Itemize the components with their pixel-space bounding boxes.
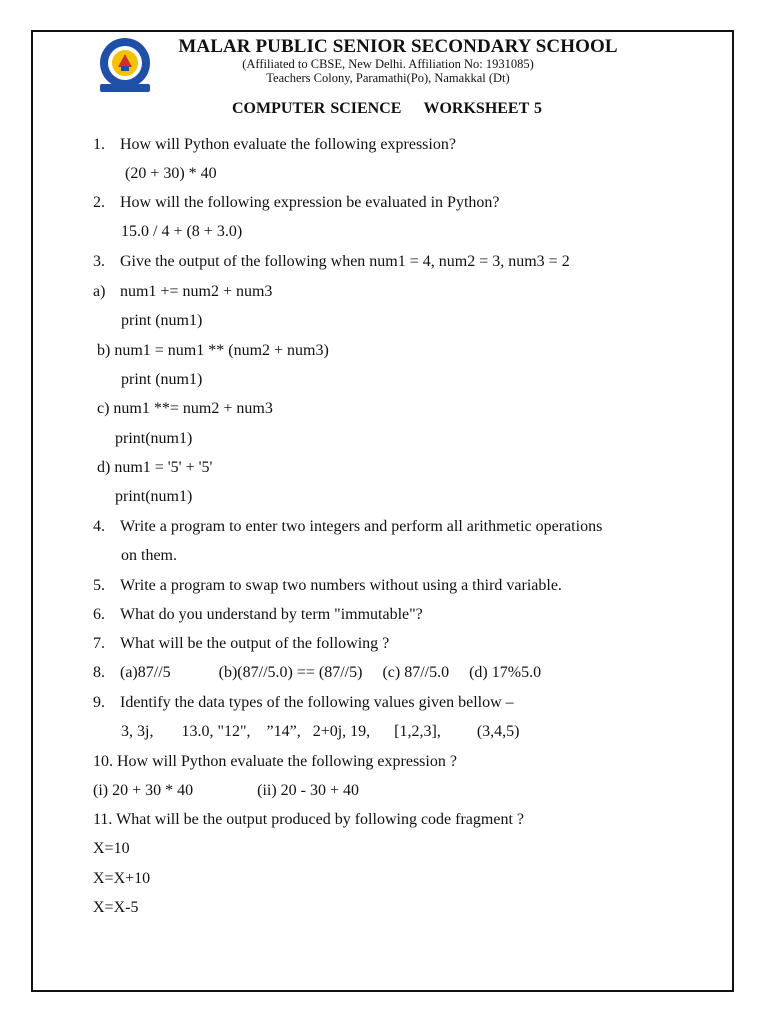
question-number: 9. xyxy=(93,694,105,711)
question-text: How will Python evaluate the following expression? xyxy=(120,136,456,153)
address-line: Teachers Colony, Paramathi(Po), Namakkal (Dt) xyxy=(266,71,510,85)
question-text: What will be the output of the following ? xyxy=(120,635,390,652)
question-text: 15.0 / 4 + (8 + 3.0) xyxy=(121,223,243,240)
question-line xyxy=(93,577,562,595)
question-text: on them. xyxy=(121,547,177,564)
question-number: 5. xyxy=(93,577,105,594)
question-text: Write a program to swap two numbers without using a third variable. xyxy=(120,577,562,594)
question-text: (i) 20 + 30 * 40 (ii) 20 - 30 + 40 xyxy=(93,782,360,799)
question-line xyxy=(93,518,602,536)
question-text-line xyxy=(97,400,273,418)
question-line xyxy=(93,253,570,271)
question-text: (a)87//5 (b)(87//5.0) == (87//5) (c) 87//5.0 (d) 17%5.0 xyxy=(120,664,542,681)
question-line xyxy=(93,606,423,624)
question-number: 8. xyxy=(93,664,105,681)
question-text: b) num1 = num1 ** (num2 + num3) xyxy=(97,342,329,359)
school-name: MALAR PUBLIC SENIOR SECONDARY SCHOOL xyxy=(178,36,618,57)
question-line xyxy=(93,283,272,301)
question-text-line xyxy=(93,811,524,829)
question-text-line xyxy=(93,782,359,800)
question-text: num1 += num2 + num3 xyxy=(120,283,273,300)
question-text-line xyxy=(121,312,202,330)
question-text-line xyxy=(115,488,192,506)
question-text: d) num1 = '5' + '5' xyxy=(97,459,213,476)
question-text-line xyxy=(97,342,329,360)
question-text-line xyxy=(121,371,202,389)
question-text: print (num1) xyxy=(121,312,203,329)
question-text-line xyxy=(93,870,150,888)
question-text: c) num1 **= num2 + num3 xyxy=(97,400,273,417)
question-text-line xyxy=(121,547,177,565)
affiliation-line: (Affiliated to CBSE, New Delhi. Affiliation No: 1931085) xyxy=(242,57,534,71)
question-text: Identify the data types of the following values given bellow – xyxy=(120,694,514,711)
question-text: X=X-5 xyxy=(93,899,139,916)
question-number: 3. xyxy=(93,253,105,270)
subject-title: COMPUTER SCIENCE xyxy=(232,100,402,117)
question-text: Write a program to enter two integers and perform all arithmetic operations xyxy=(120,518,603,535)
worksheet-number: WORKSHEET 5 xyxy=(423,100,542,117)
question-text: 10. How will Python evaluate the following expression ? xyxy=(93,753,457,770)
question-text-line xyxy=(93,899,138,917)
question-number: 6. xyxy=(93,606,105,623)
question-line xyxy=(93,635,389,653)
question-number: 4. xyxy=(93,518,105,535)
question-text: (20 + 30) * 40 xyxy=(125,165,217,182)
question-text: print(num1) xyxy=(115,488,193,505)
school-affiliation xyxy=(0,57,768,85)
question-line xyxy=(93,694,514,712)
question-text: 11. What will be the output produced by following code fragment ? xyxy=(93,811,524,828)
question-text: Give the output of the following when num1 = 4, num2 = 3, num3 = 2 xyxy=(120,253,570,270)
question-text-line xyxy=(93,753,457,771)
question-text-line xyxy=(125,165,217,183)
question-text-line xyxy=(121,723,520,741)
worksheet-title xyxy=(0,100,768,118)
question-line xyxy=(93,136,456,154)
question-number: a) xyxy=(93,283,106,300)
question-text: print (num1) xyxy=(121,371,203,388)
question-number: 7. xyxy=(93,635,105,652)
question-text-line xyxy=(115,430,192,448)
question-text-line xyxy=(97,459,212,477)
question-text: 3, 3j, 13.0, "12", ”14”, 2+0j, 19, [1,2,3], (3,4,5) xyxy=(121,723,520,740)
question-text: How will the following expression be evaluated in Python? xyxy=(120,194,500,211)
question-text: What do you understand by term "immutable"? xyxy=(120,606,423,623)
question-text: print(num1) xyxy=(115,430,193,447)
question-text: X=X+10 xyxy=(93,870,151,887)
question-number: 1. xyxy=(93,136,105,153)
question-number: 2. xyxy=(93,194,105,211)
question-text-line xyxy=(121,223,242,241)
question-text: X=10 xyxy=(93,840,130,857)
question-line xyxy=(93,194,499,212)
question-line xyxy=(93,664,541,682)
question-text-line xyxy=(93,840,130,858)
